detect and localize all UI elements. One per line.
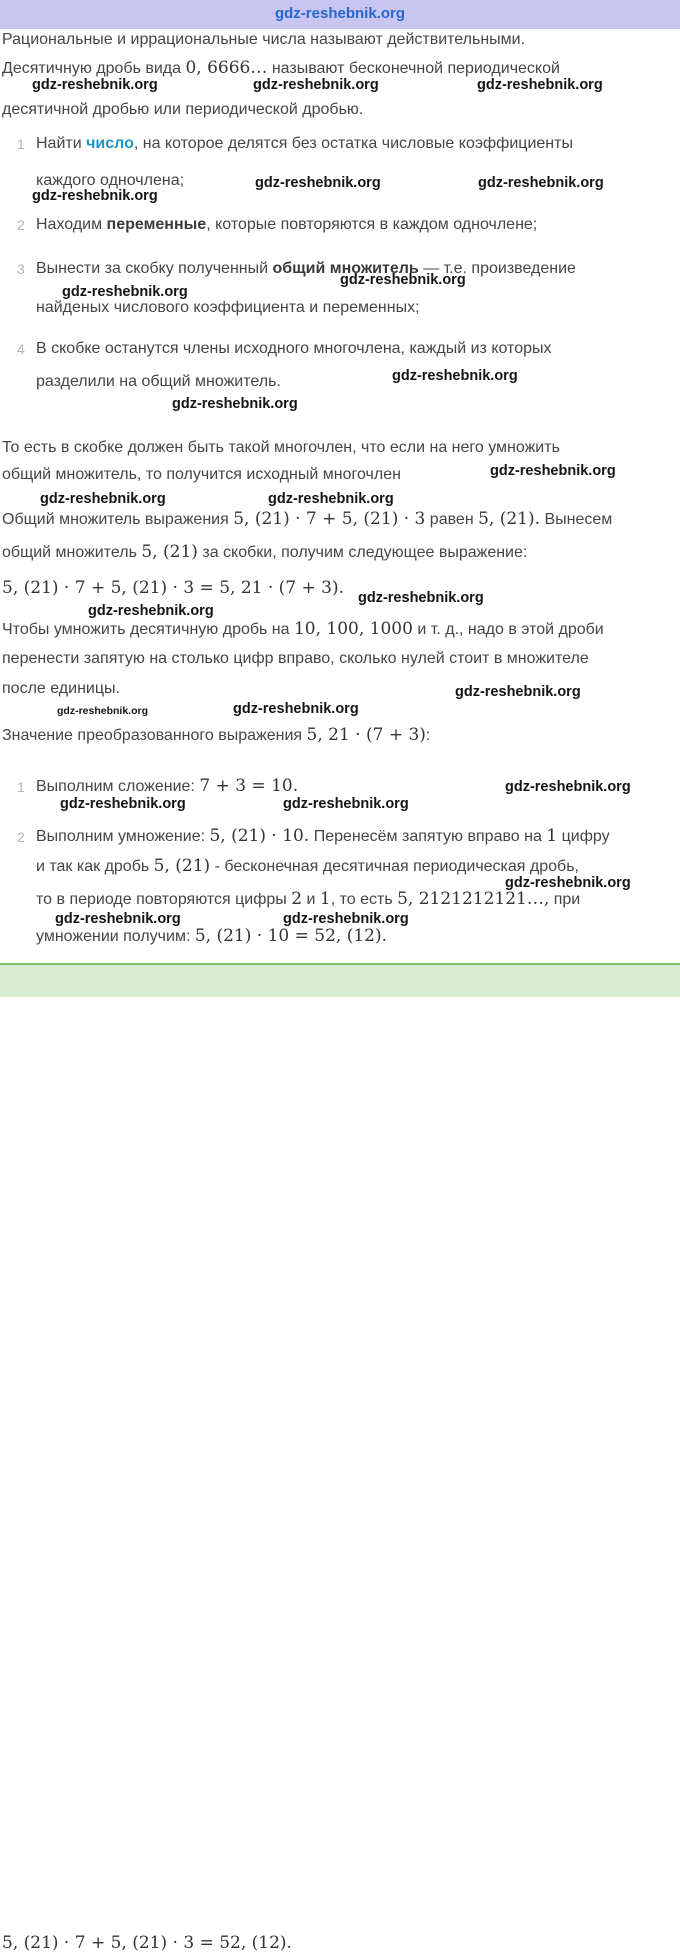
text-run: Значение преобразованного выражения [2, 727, 307, 744]
text-run: — т.е. произведение [418, 260, 576, 277]
watermark: gdz-reshebnik.org [455, 684, 581, 700]
multiply-rule-line-2 [2, 649, 589, 668]
multiply-rule-line-1 [2, 619, 604, 639]
text-run: называют бесконечной периодической [267, 60, 560, 77]
text-run: и так как дробь [36, 858, 154, 875]
math-run: 1 [319, 889, 331, 909]
watermark: gdz-reshebnik.org [283, 796, 409, 812]
text-run: Находим [36, 216, 107, 233]
text-run: и т. д., надо в этой дроби [412, 621, 604, 638]
math-run: 5, 21 · (7 + 3) [306, 725, 426, 745]
result-bar [0, 963, 680, 1953]
watermark: gdz-reshebnik.org [255, 175, 381, 191]
text-run: Вынести за скобку полученный [36, 260, 273, 277]
math-run: 5, (21) · 10 = 52, (12). [194, 926, 387, 946]
calc1-line [36, 776, 298, 796]
calc2-line-2 [36, 856, 579, 876]
text-run: Общий множитель выражения [2, 511, 234, 528]
watermark: gdz-reshebnik.org [32, 188, 158, 204]
step2-line-1 [36, 215, 537, 234]
text-run: Перенесём запятую вправо на [309, 828, 547, 845]
math-run: 7 + 3 = 10. [199, 776, 299, 796]
text-run: То есть в скобке должен быть такой многочлен, что если на него умножить [2, 439, 560, 456]
watermark: gdz-reshebnik.org [392, 368, 518, 384]
text-run: : [425, 727, 431, 744]
math-run: 10, 100, 1000 [293, 619, 413, 639]
math-run: 5, (21) · 10. [209, 826, 310, 846]
math-run: 5, 2121212121…, [397, 889, 550, 909]
watermark: gdz-reshebnik.org [340, 272, 466, 288]
math-run: 5, (21) [153, 856, 211, 876]
bold-run: переменные [106, 216, 207, 233]
watermark: gdz-reshebnik.org [172, 396, 298, 412]
text-run: общий множитель, то получится исходный многочлен [2, 466, 401, 483]
watermark: gdz-reshebnik.org [88, 603, 214, 619]
intro-line-1 [2, 30, 525, 49]
intro-line-2 [2, 58, 560, 78]
explain-line-1 [2, 438, 560, 457]
math-run: 5, (21) · 7 + 5, (21) · 3 = 5, 21 · (7 + 3). [2, 578, 345, 598]
watermark: gdz-reshebnik.org [490, 463, 616, 479]
site-header [0, 0, 680, 29]
text-run: каждого одночлена; [36, 172, 185, 189]
list-number: 2 [17, 217, 25, 233]
text-run: , которые повторяются в каждом одночлене; [206, 216, 538, 233]
text-run: и [302, 891, 320, 908]
watermark: gdz-reshebnik.org [32, 77, 158, 93]
watermark: gdz-reshebnik.org [505, 779, 631, 795]
watermark: gdz-reshebnik.org [55, 911, 181, 927]
watermark: gdz-reshebnik.org [57, 705, 149, 717]
watermark: gdz-reshebnik.org [358, 590, 484, 606]
text-run: Выполним сложение: [36, 778, 200, 795]
text-run: Вынесем [540, 511, 613, 528]
math-run: 2 [291, 889, 303, 909]
math-run: 5, (21) [141, 542, 198, 562]
step3-line-1 [36, 259, 576, 278]
text-run: Рациональные и иррациональные числа называют действительными. [2, 31, 526, 48]
text-run: разделили на общий множитель. [36, 373, 281, 390]
watermark: gdz-reshebnik.org [253, 77, 379, 93]
bold-run: общий множитель [272, 260, 419, 277]
text-run: - бесконечная десятичная периодическая дробь, [210, 858, 579, 875]
text-run: , на которое делятся без остатка числовые коэффициенты [133, 135, 573, 152]
watermark: gdz-reshebnik.org [505, 875, 631, 891]
math-run: 1 [546, 826, 558, 846]
text-run: то в периоде повторяются цифры [36, 891, 292, 908]
calc2-line-4 [36, 926, 387, 946]
text-run: за скобки, получим следующее выражение: [197, 544, 528, 561]
text-run: после единицы. [2, 680, 120, 697]
calc2-line-1 [36, 826, 610, 846]
value-intro-line [2, 725, 430, 745]
list-number: 4 [17, 341, 25, 357]
watermark: gdz-reshebnik.org [233, 701, 359, 717]
intro-line-3 [2, 100, 363, 119]
math-run: 0, 6666… [185, 58, 268, 78]
step1-line-1 [36, 134, 573, 153]
site-link[interactable]: gdz-reshebnik.org [274, 5, 405, 22]
text-run: Выполним умножение: [36, 828, 210, 845]
math-run: 5, (21) · 7 + 5, (21) · 3 = 52, (12). [2, 1933, 292, 1953]
text-run: при [549, 891, 581, 908]
text-run: , то есть [330, 891, 398, 908]
text-run: В скобке останутся члены исходного многочлена, каждый из которых [36, 340, 552, 357]
calc2-line-3 [36, 889, 580, 909]
math-run: 5, (21) · 7 + 5, (21) · 3 [233, 509, 426, 529]
text-run: цифру [557, 828, 610, 845]
text-run: Найти [36, 135, 87, 152]
equation-line [2, 578, 344, 598]
text-run: десятичной дробью или периодической дробью. [2, 101, 364, 118]
list-number: 2 [17, 829, 25, 845]
text-run: Десятичную дробь вида [2, 60, 186, 77]
text-run: Чтобы умножить десятичную дробь на [2, 621, 294, 638]
explain-line-2 [2, 465, 401, 484]
result-equation [2, 1933, 292, 1953]
step4-line-2 [36, 372, 281, 391]
watermark: gdz-reshebnik.org [60, 796, 186, 812]
text-run: перенести запятую на столько цифр вправо, сколько нулей стоит в множителе [2, 650, 589, 667]
list-number: 1 [17, 779, 25, 795]
text-run: найденых числового коэффициента и переменных; [36, 299, 420, 316]
watermark: gdz-reshebnik.org [40, 491, 166, 507]
text-run: умножении получим: [36, 928, 195, 945]
factor-line-1 [2, 509, 612, 529]
text-run: равен [425, 511, 479, 528]
step4-line-1 [36, 339, 552, 358]
term-run: число [86, 135, 134, 152]
multiply-rule-line-3 [2, 679, 120, 698]
factor-line-2 [2, 542, 527, 562]
list-number: 3 [17, 261, 25, 277]
list-number: 1 [17, 136, 25, 152]
watermark: gdz-reshebnik.org [478, 175, 604, 191]
watermark: gdz-reshebnik.org [268, 491, 394, 507]
watermark: gdz-reshebnik.org [477, 77, 603, 93]
watermark: gdz-reshebnik.org [62, 284, 188, 300]
text-run: общий множитель [2, 544, 142, 561]
math-run: 5, (21). [478, 509, 541, 529]
watermark: gdz-reshebnik.org [283, 911, 409, 927]
